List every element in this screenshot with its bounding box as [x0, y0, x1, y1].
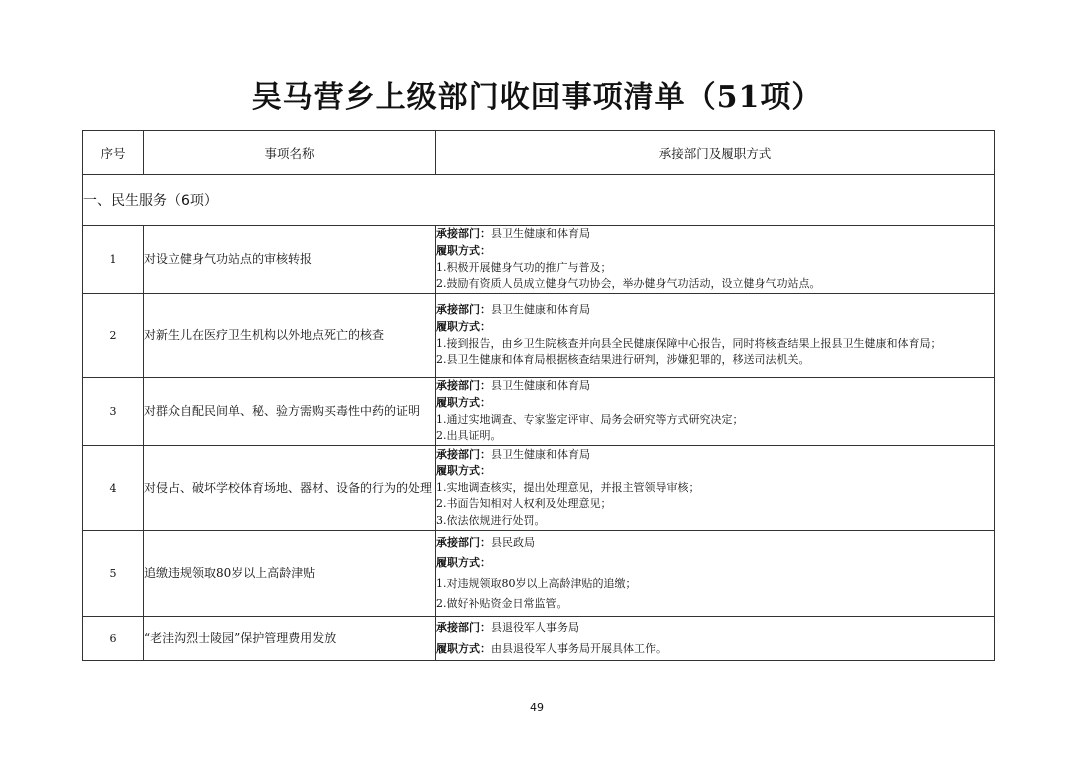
method-label: 履职方式：	[436, 319, 491, 333]
table-row	[83, 617, 995, 661]
page-number: 49	[530, 701, 544, 714]
dept-value: 县卫生健康和体育局	[491, 227, 590, 241]
department-detail	[436, 378, 995, 446]
table-row	[83, 378, 995, 446]
item-name: 对设立健身气功站点的审核转报	[144, 226, 436, 294]
method-step: 2.书面告知相对人权利及处理意见；	[436, 497, 612, 511]
method-step: 1.对违规领取80岁以上高龄津贴的追缴；	[436, 576, 637, 590]
method-label: 履职方式：	[436, 556, 491, 569]
method-label: 履职方式：	[436, 464, 491, 478]
dept-value: 县卫生健康和体育局	[491, 379, 590, 393]
method-step: 2.县卫生健康和体育局根据核查结果进行研判，涉嫌犯罪的，移送司法机关。	[436, 353, 810, 367]
item-name: 对侵占、破坏学校体育场地、器材、设备的行为的处理	[144, 446, 436, 531]
table-row	[83, 531, 995, 617]
method-value: 由县退役军人事务局开展具体工作。	[491, 641, 667, 655]
header-number: 序号	[83, 131, 144, 175]
item-name: 对新生儿在医疗卫生机构以外地点死亡的核查	[144, 294, 436, 378]
section-title: 一、民生服务（6项）	[83, 175, 995, 226]
method-step: 2.鼓励有资质人员成立健身气功协会，举办健身气功活动，设立健身气功站点。	[436, 277, 821, 291]
department-detail	[436, 617, 995, 661]
header-department: 承接部门及履职方式	[436, 131, 995, 175]
document-title: 吴马营乡上级部门收回事项清单（51项）	[251, 80, 823, 115]
row-number: 4	[83, 446, 144, 531]
dept-label: 承接部门：	[436, 379, 491, 393]
row-number: 2	[83, 294, 144, 378]
header-item-name: 事项名称	[144, 131, 436, 175]
table-row	[83, 294, 995, 378]
method-step: 2.出具证明。	[436, 429, 502, 443]
department-detail	[436, 226, 995, 294]
dept-label: 承接部门：	[436, 535, 491, 549]
dept-label: 承接部门：	[436, 227, 491, 241]
item-name: 追缴违规领取80岁以上高龄津贴	[144, 531, 436, 617]
row-number: 5	[83, 531, 144, 617]
table-row	[83, 226, 995, 294]
method-label: 履职方式：	[436, 243, 491, 257]
method-label: 履职方式：	[436, 641, 491, 655]
method-label: 履职方式：	[436, 395, 491, 409]
row-number: 6	[83, 617, 144, 661]
method-step: 2.做好补贴资金日常监管。	[436, 597, 568, 610]
table-header-row	[83, 131, 995, 175]
row-number: 3	[83, 378, 144, 446]
department-detail	[436, 294, 995, 378]
dept-value: 县民政局	[491, 535, 535, 549]
method-step: 1.接到报告，由乡卫生院核查并向县全民健康保障中心报告，同时将核查结果上报县卫生健康和体育局；	[436, 336, 942, 350]
method-step: 3.依法依规进行处罚。	[436, 513, 546, 527]
dept-value: 县退役军人事务局	[491, 621, 579, 634]
department-detail	[436, 531, 995, 617]
item-name: “老洼沟烈士陵园”保护管理费用发放	[144, 617, 436, 661]
matters-table	[82, 130, 995, 661]
item-name: 对群众自配民间单、秘、验方需购买毒性中药的证明	[144, 378, 436, 446]
method-step: 1.积极开展健身气功的推广与普及；	[436, 260, 612, 274]
method-step: 1.实地调查核实，提出处理意见，并报主管领导审核；	[436, 480, 700, 494]
method-step: 1.通过实地调查、专家鉴定评审、局务会研究等方式研究决定；	[436, 412, 744, 426]
dept-value: 县卫生健康和体育局	[491, 447, 590, 461]
dept-label: 承接部门：	[436, 447, 491, 461]
row-number: 1	[83, 226, 144, 294]
dept-value: 县卫生健康和体育局	[491, 303, 590, 317]
section-row	[83, 175, 995, 226]
dept-label: 承接部门：	[436, 303, 491, 317]
department-detail	[436, 446, 995, 531]
table-row	[83, 446, 995, 531]
dept-label: 承接部门：	[436, 621, 491, 634]
